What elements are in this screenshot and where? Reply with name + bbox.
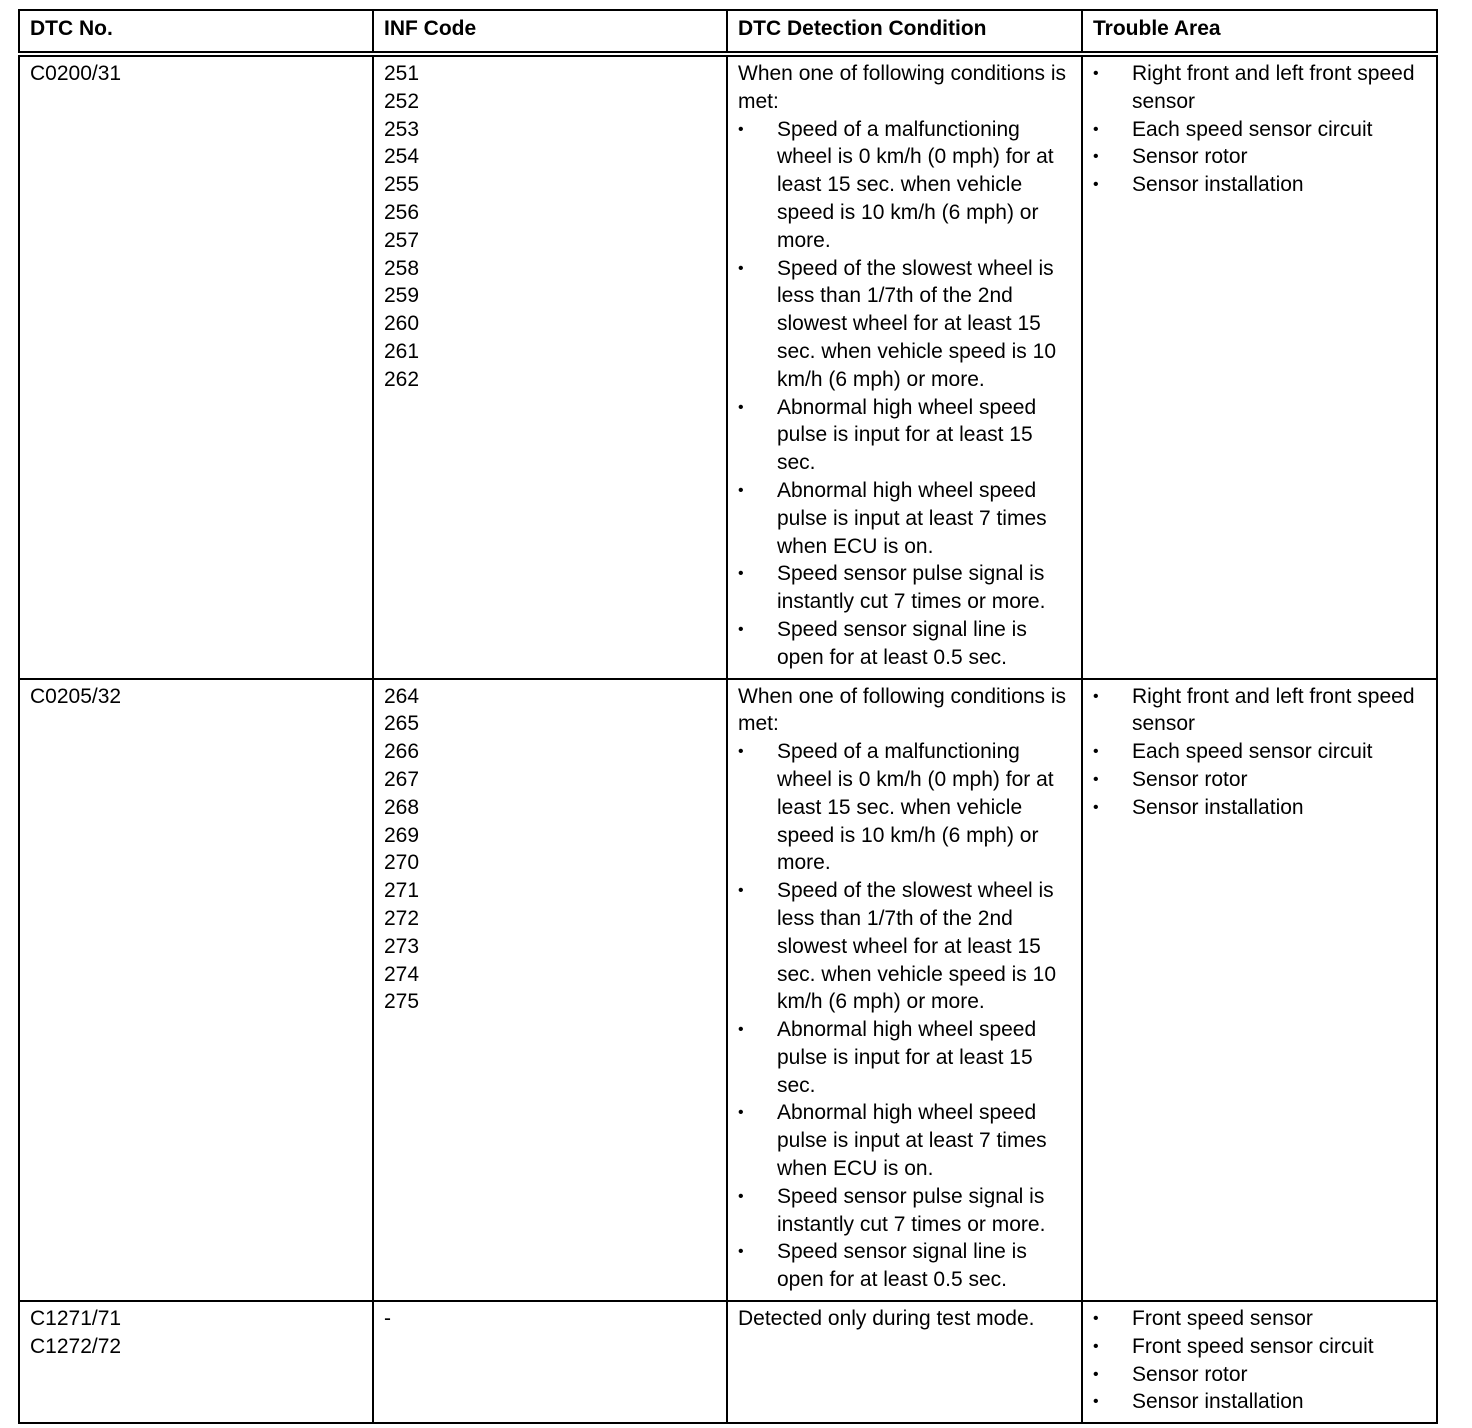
trouble-item: • Sensor installation — [1093, 171, 1426, 199]
trouble-area-cell — [1082, 54, 1437, 679]
dtc-cell — [19, 1301, 373, 1423]
inf-code: 261 — [384, 339, 420, 363]
trouble-item: • Front speed sensor circuit — [1093, 1333, 1426, 1361]
condition-intro: When one of following conditions is met: — [738, 62, 1067, 113]
trouble-area-cell — [1082, 679, 1437, 1302]
condition-item: • Speed of the slowest wheel is less than 1/7th of the 2nd slowest wheel for at least 15 sec. when vehicle speed is 10 km/h (6 mph) or more. — [738, 255, 1071, 394]
inf-code: 252 — [384, 89, 420, 113]
header-row — [19, 10, 1437, 54]
dtc-cell — [19, 679, 373, 1302]
header-detection-condition: DTC Detection Condition — [727, 10, 1082, 54]
header-trouble-area: Trouble Area — [1082, 10, 1437, 54]
trouble-list — [1093, 1305, 1426, 1416]
inf-code: 256 — [384, 200, 420, 224]
inf-code: 255 — [384, 173, 420, 197]
inf-code: 269 — [384, 823, 420, 847]
condition-item: • Speed sensor signal line is open for at least 0.5 sec. — [738, 616, 1071, 672]
inf-code: 273 — [384, 934, 420, 958]
trouble-item: • Sensor rotor — [1093, 143, 1426, 171]
inf-code: 257 — [384, 228, 420, 252]
condition-item: • Speed of a malfunctioning wheel is 0 km/h (0 mph) for at least 15 sec. when vehicle speed is 10 km/h (6 mph) or more. — [738, 738, 1071, 877]
inf-code: 268 — [384, 795, 420, 819]
inf-code: 253 — [384, 117, 420, 141]
trouble-item: • Front speed sensor — [1093, 1305, 1426, 1333]
trouble-item: • Each speed sensor circuit — [1093, 116, 1426, 144]
table-row — [19, 54, 1437, 679]
trouble-item: • Right front and left front speed sensor — [1093, 60, 1426, 116]
inf-code: 270 — [384, 851, 420, 875]
condition-item: • Abnormal high wheel speed pulse is input at least 7 times when ECU is on. — [738, 477, 1071, 560]
trouble-item: • Sensor rotor — [1093, 1361, 1426, 1389]
trouble-item: • Sensor rotor — [1093, 766, 1426, 794]
condition-item: • Speed of a malfunctioning wheel is 0 km/h (0 mph) for at least 15 sec. when vehicle speed is 10 km/h (6 mph) or more. — [738, 116, 1071, 255]
trouble-area-cell — [1082, 1301, 1437, 1423]
inf-code: - — [384, 1307, 391, 1331]
inf-code-cell — [373, 1301, 727, 1423]
trouble-item: • Sensor installation — [1093, 1388, 1426, 1416]
trouble-item: • Sensor installation — [1093, 794, 1426, 822]
dtc-table — [18, 9, 1438, 1424]
condition-intro: When one of following conditions is met: — [738, 684, 1067, 736]
condition-intro: Detected only during test mode. — [738, 1307, 1035, 1331]
table-row — [19, 679, 1437, 1302]
detection-condition-cell — [727, 54, 1082, 679]
header-inf-code: INF Code — [373, 10, 727, 54]
dtc-number: C1272/72 — [30, 1334, 122, 1358]
condition-item: • Speed of the slowest wheel is less than 1/7th of the 2nd slowest wheel for at least 15 sec. when vehicle speed is 10 km/h (6 mph) or more. — [738, 877, 1071, 1016]
trouble-list — [1093, 683, 1426, 822]
inf-code: 271 — [384, 879, 420, 903]
inf-code: 272 — [384, 906, 420, 930]
inf-code-cell — [373, 679, 727, 1302]
detection-condition-cell — [727, 679, 1082, 1302]
inf-code: 262 — [384, 367, 420, 391]
condition-item: • Speed sensor pulse signal is instantly cut 7 times or more. — [738, 560, 1071, 616]
condition-item: • Abnormal high wheel speed pulse is input for at least 15 sec. — [738, 394, 1071, 477]
trouble-list — [1093, 60, 1426, 199]
inf-code: 264 — [384, 684, 420, 708]
inf-code: 266 — [384, 740, 420, 764]
condition-list — [738, 738, 1071, 1294]
dtc-number: C0200/31 — [30, 62, 122, 85]
inf-code-cell — [373, 54, 727, 679]
trouble-item: • Right front and left front speed sensor — [1093, 683, 1426, 739]
condition-list — [738, 116, 1071, 672]
inf-code: 254 — [384, 145, 420, 169]
condition-item: • Abnormal high wheel speed pulse is input at least 7 times when ECU is on. — [738, 1099, 1071, 1182]
trouble-item: • Each speed sensor circuit — [1093, 738, 1426, 766]
inf-code: 275 — [384, 990, 420, 1014]
inf-code: 258 — [384, 256, 420, 280]
inf-code: 259 — [384, 284, 420, 308]
condition-item: • Speed sensor pulse signal is instantly cut 7 times or more. — [738, 1183, 1071, 1239]
condition-item: • Abnormal high wheel speed pulse is input for at least 15 sec. — [738, 1016, 1071, 1099]
dtc-number: C1271/71 — [30, 1307, 122, 1331]
inf-code: 267 — [384, 767, 420, 791]
inf-code: 265 — [384, 712, 420, 736]
table-body — [19, 54, 1437, 1423]
condition-item: • Speed sensor signal line is open for at least 0.5 sec. — [738, 1238, 1071, 1294]
detection-condition-cell — [727, 1301, 1082, 1423]
inf-code: 251 — [384, 62, 420, 85]
header-dtc-no: DTC No. — [19, 10, 373, 54]
dtc-number: C0205/32 — [30, 684, 122, 708]
dtc-cell — [19, 54, 373, 679]
inf-code: 274 — [384, 962, 420, 986]
inf-code: 260 — [384, 312, 420, 336]
table-row — [19, 1301, 1437, 1423]
